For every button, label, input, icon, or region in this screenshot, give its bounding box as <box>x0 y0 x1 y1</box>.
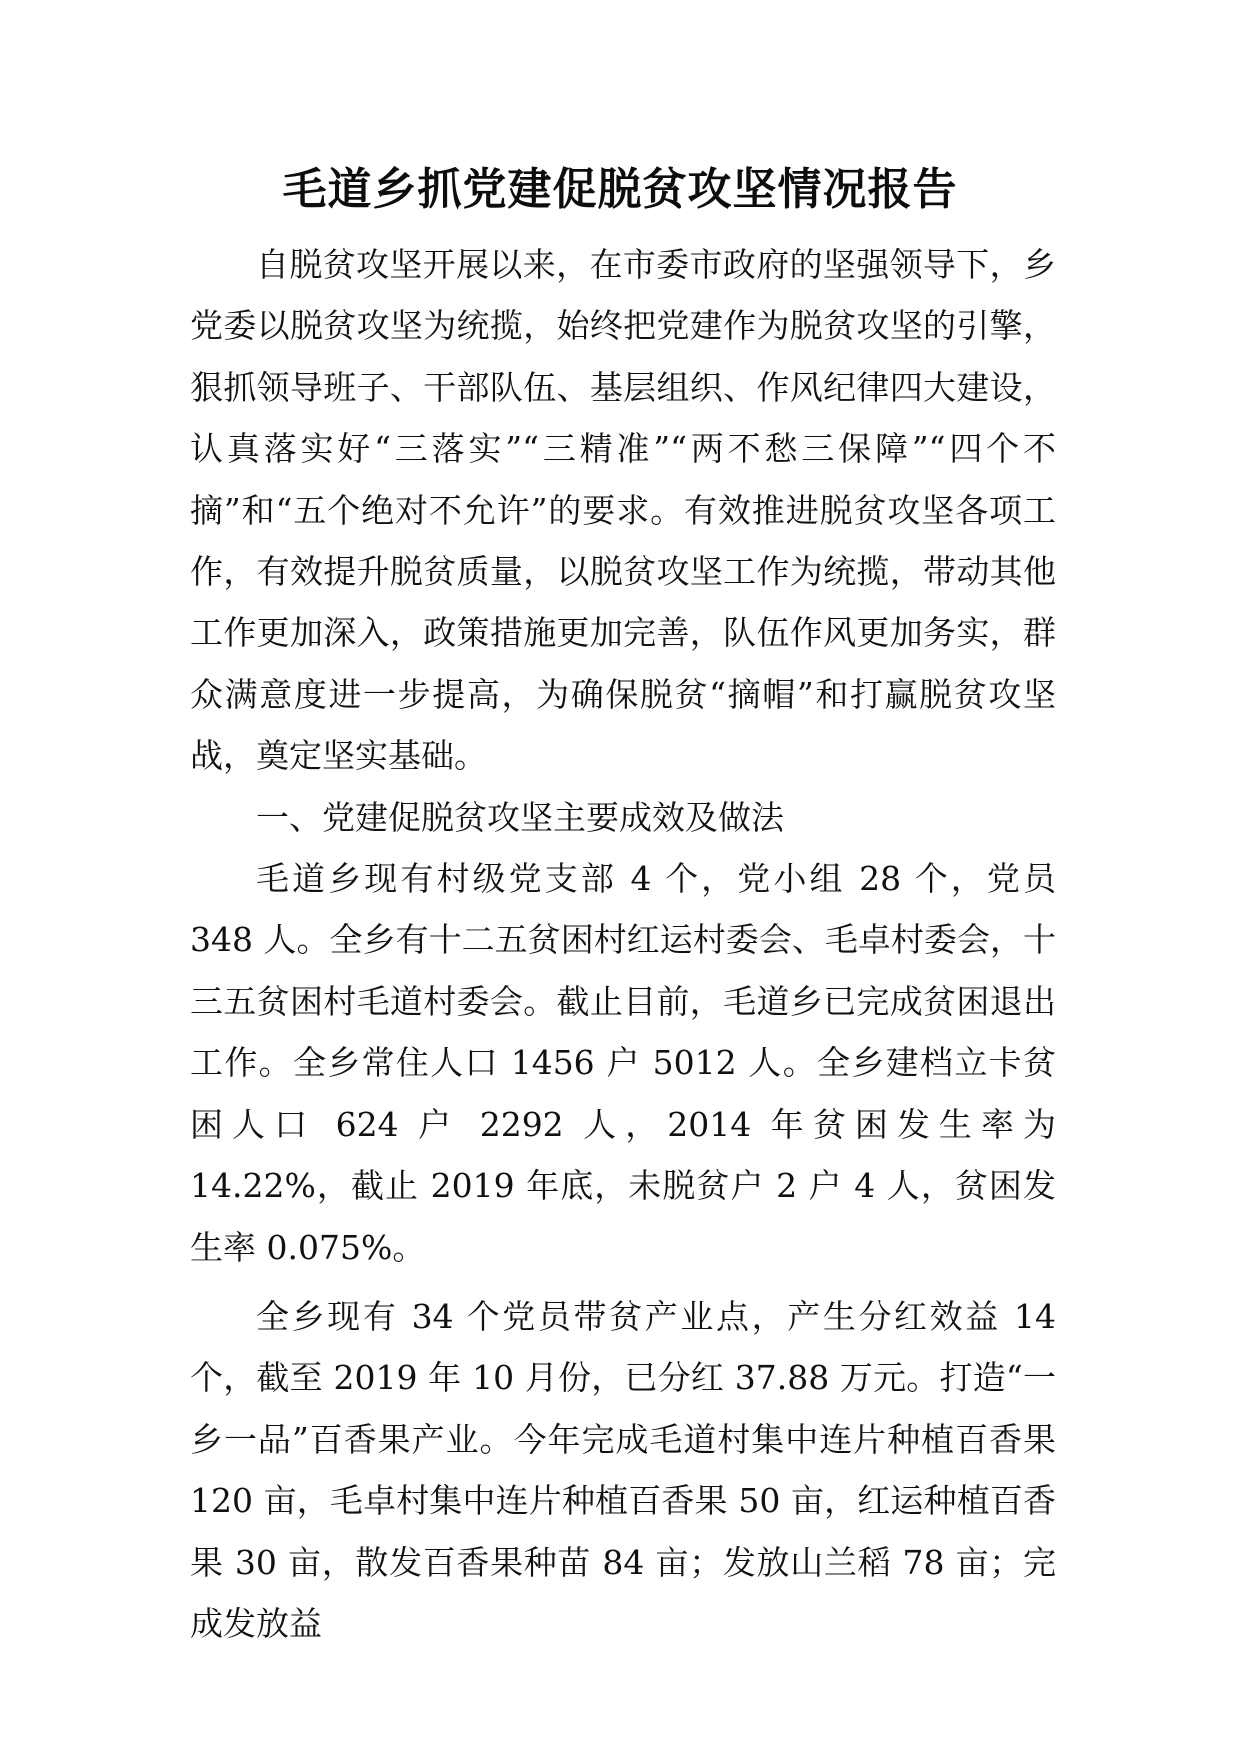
paragraph-intro: 自脱贫攻坚开展以来，在市委市政府的坚强领导下，乡党委以脱贫攻坚为统揽，始终把党建作为脱贫攻坚的引擎，狠抓领导班子、干部队伍、基层组织、作风纪律四大建设，认真落实好“三落实”“三精准”“两不愁三保障”“四个不摘”和“五个绝对不允许”的要求。有效推进脱贫攻坚各项工作，有效提升脱贫质量，以脱贫攻坚工作为统揽，带动其他工作更加深入，政策措施更加完善，队伍作风更加务实，群众满意度进一步提高，为确保脱贫“摘帽”和打赢脱贫攻坚战，奠定坚实基础。 <box>190 245 1056 776</box>
document-title: 毛道乡抓党建促脱贫攻坚情况报告 <box>282 164 958 215</box>
paragraph-statistics: 毛道乡现有村级党支部 4 个，党小组 28 个，党员 348 人。全乡有十二五贫困村红运村委会、毛卓村委会，十三五贫困村毛道村委会。截止目前，毛道乡已完成贫困退出工作。全乡常住人口 1456 户 5012 人。全乡建档立卡贫困人口 624 户 2292 人，2014 年贫困发生率为 14.22%，截止 2019 年底，未脱贫户 2 户 4 人，贫困发生率 0.075%。 <box>190 859 1056 1267</box>
paragraph-industry: 全乡现有 34 个党员带贫产业点，产生分红效益 14 个，截至 2019 年 10 月份，已分红 37.88 万元。打造“一乡一品”百香果产业。今年完成毛道村集中连片种植百香果 120 亩，毛卓村集中连片种植百香果 50 亩，红运种植百香果 30 亩，散发百香果种苗 84 亩；发放山兰稻 78 亩；完成发放益 <box>190 1296 1056 1643</box>
document-body <box>190 234 1056 1654</box>
section-heading: 一、党建促脱贫攻坚主要成效及做法 <box>256 797 784 837</box>
